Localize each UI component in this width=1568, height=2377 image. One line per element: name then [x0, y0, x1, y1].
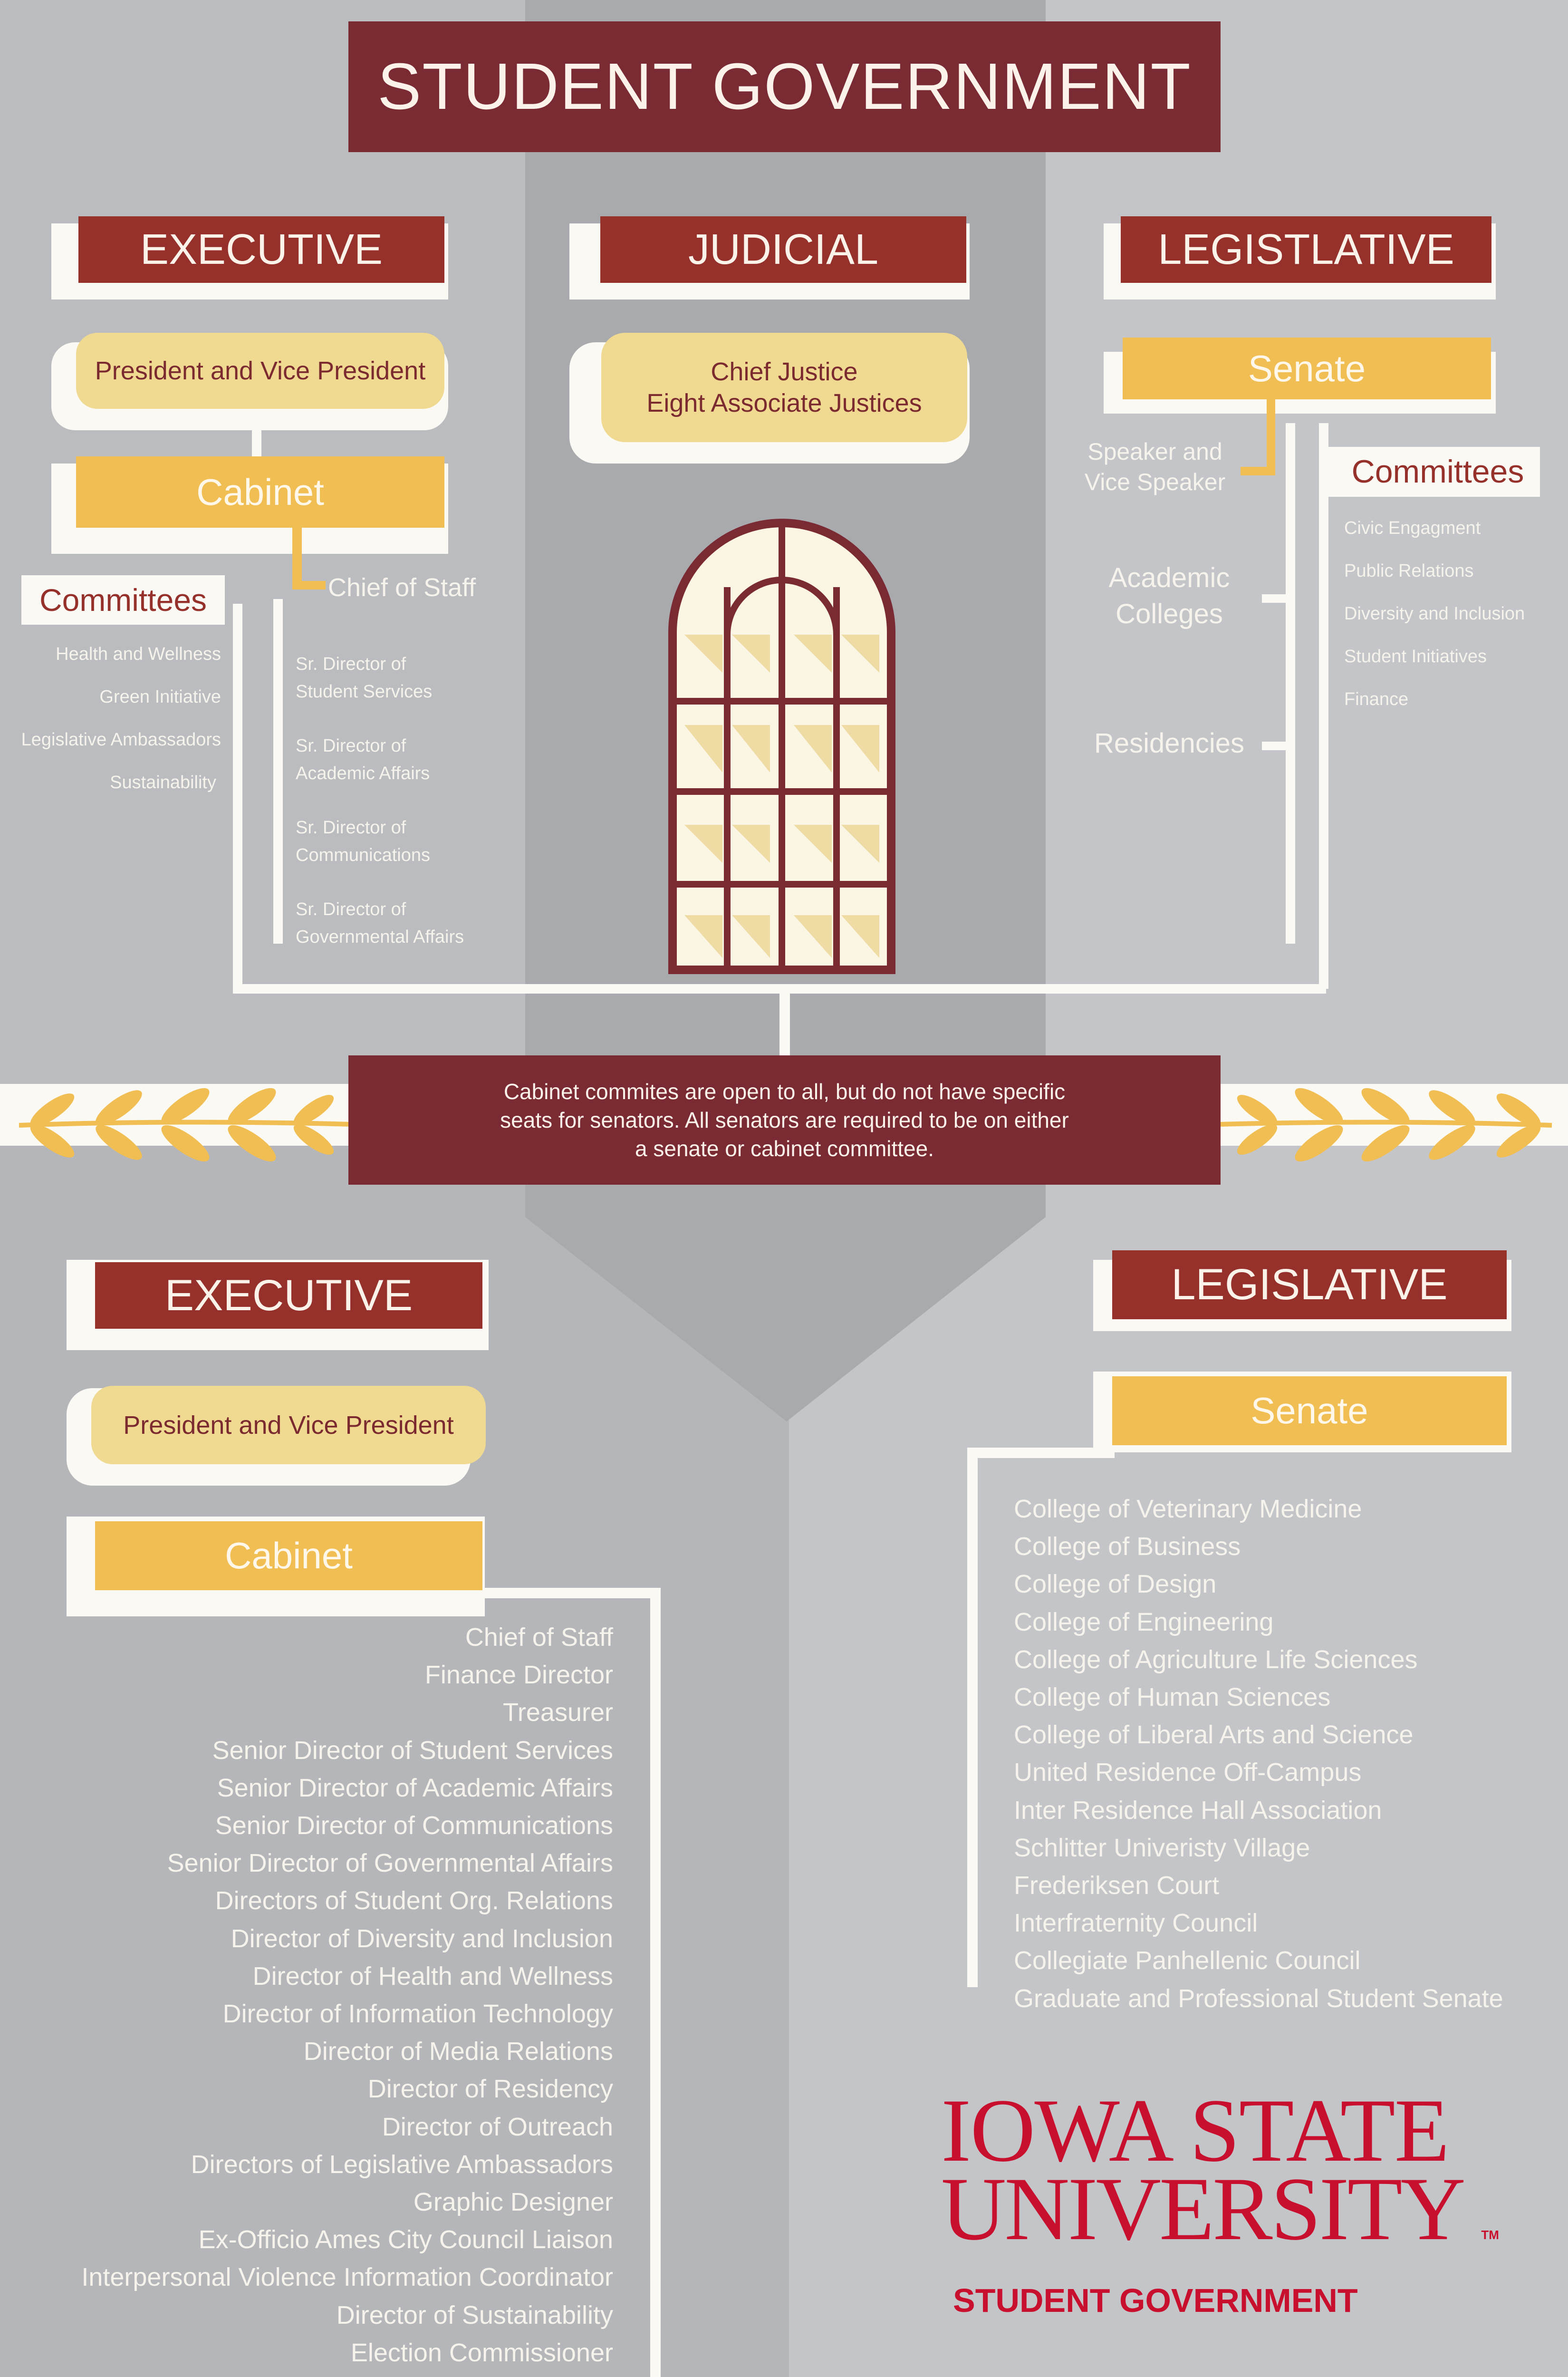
- logo-line-1: IOWA STATE: [941, 2081, 1449, 2181]
- cabinet-member: Director of Health and Wellness: [252, 1962, 613, 1990]
- connector: [233, 604, 242, 989]
- speaker-label: [1074, 436, 1236, 497]
- senate-member: College of Veterinary Medicine: [1014, 1495, 1362, 1523]
- logo-line-2-wrap: [941, 2159, 1511, 2274]
- trademark: TM: [1481, 2228, 1499, 2242]
- bracket-connector: [967, 1448, 978, 1987]
- chief-of-staff-label: Chief of Staff: [328, 573, 476, 602]
- director-item: [296, 896, 464, 951]
- director-item: [296, 732, 430, 787]
- connector: [1319, 423, 1328, 989]
- senate-member: College of Business: [1014, 1532, 1241, 1561]
- director-item: [296, 650, 432, 705]
- director-line: Sr. Director of: [296, 736, 406, 756]
- connector: [1286, 423, 1295, 944]
- top-leg-committees-title: Committees: [1351, 454, 1524, 490]
- gold-connector: [292, 528, 302, 589]
- senate-member: Inter Residence Hall Association: [1014, 1796, 1382, 1825]
- cabinet-member: Director of Residency: [367, 2075, 613, 2104]
- executive-header: EXECUTIVE: [78, 216, 444, 283]
- bottom-president-box: President and Vice President: [91, 1386, 486, 1464]
- gold-connector: [1241, 467, 1275, 475]
- committee-item: Sustainability: [110, 773, 216, 792]
- cabinet-member: [19, 2372, 613, 2377]
- bracket-connector: [967, 1448, 1115, 1458]
- committee-item: Finance: [1344, 689, 1409, 709]
- senate-members-list: [1014, 1490, 1560, 2018]
- top-president-box: President and Vice President: [76, 333, 444, 409]
- director-line: Governmental Affairs: [296, 927, 464, 947]
- speaker-line: Speaker and: [1087, 438, 1222, 465]
- cabinet-member: Election Commissioner: [350, 2338, 613, 2367]
- bracket-connector: [779, 989, 790, 1058]
- top-senate-box: Senate: [1123, 338, 1491, 399]
- connector: [252, 423, 261, 456]
- cabinet-member: Senior Director of Student Services: [212, 1736, 613, 1765]
- top-cabinet-box: Cabinet: [76, 456, 444, 528]
- committee-item: Student Initiatives: [1344, 647, 1487, 667]
- director-item: [296, 814, 430, 869]
- senate-member: College of Liberal Arts and Science: [1014, 1720, 1414, 1749]
- bracket-connector: [482, 1588, 661, 1598]
- academic-line: Colleges: [1116, 599, 1223, 629]
- cabinet-member: Graphic Designer: [413, 2188, 613, 2217]
- cabinet-member: Directors of Legislative Ambassadors: [191, 2150, 613, 2179]
- academic-colleges-label: [1069, 560, 1269, 632]
- connector: [1262, 594, 1287, 603]
- cabinet-member: Treasurer: [502, 1698, 613, 1727]
- senate-member: College of Engineering: [1014, 1607, 1274, 1636]
- director-line: Communications: [296, 845, 430, 865]
- speaker-line: Vice Speaker: [1084, 469, 1226, 495]
- logo-line-2: UNIVERSITY: [941, 2159, 1461, 2259]
- legislative-header: LEGISTLATIVE: [1121, 216, 1491, 283]
- cabinet-member: Director of Information Technology: [222, 2000, 613, 2029]
- arched-window-icon: [665, 516, 898, 975]
- cabinet-members-list: [19, 1619, 613, 2377]
- director-line: Sr. Director of: [296, 654, 406, 674]
- senate-member: College of Human Sciences: [1014, 1683, 1331, 1712]
- senate-member: Schlitter Univeristy Village: [1014, 1833, 1310, 1862]
- top-exec-committees-title: Committees: [39, 582, 207, 618]
- director-line: Sr. Director of: [296, 818, 406, 838]
- bottom-legislative-header: LEGISLATIVE: [1112, 1250, 1507, 1319]
- note-line: a senate or cabinet committee.: [635, 1136, 934, 1161]
- committee-item: Public Relations: [1344, 561, 1474, 581]
- associate-justices-label: Eight Associate Justices: [646, 389, 922, 417]
- logo-subtitle: STUDENT GOVERNMENT: [953, 2282, 1358, 2319]
- senate-member: College of Agriculture Life Sciences: [1014, 1645, 1418, 1674]
- laurel-right-icon: [1219, 1082, 1561, 1167]
- cabinet-member: Senior Director of Communications: [215, 1811, 613, 1840]
- committee-item: Diversity and Inclusion: [1344, 604, 1525, 624]
- connector: [1262, 742, 1287, 750]
- committee-note-box: [348, 1055, 1221, 1185]
- justices-box: [601, 333, 967, 442]
- residencies-label: Residencies: [1094, 728, 1244, 759]
- cabinet-member: Director of Media Relations: [303, 2037, 613, 2066]
- cabinet-member: Director of Sustainability: [336, 2300, 613, 2329]
- cabinet-member: Finance Director: [424, 1661, 613, 1690]
- senate-member: Graduate and Professional Student Senate: [1014, 1984, 1503, 2013]
- bottom-cabinet-box: Cabinet: [95, 1521, 482, 1590]
- committee-item: Health and Wellness: [56, 644, 221, 664]
- note-line: seats for senators. All senators are required to be on either: [500, 1108, 1069, 1132]
- gold-connector: [292, 581, 326, 589]
- chief-justice-label: Chief Justice: [711, 358, 858, 386]
- bracket-connector: [650, 1588, 661, 2377]
- director-line: Student Services: [296, 682, 433, 702]
- director-line: Sr. Director of: [296, 899, 406, 919]
- committee-item: Civic Engagment: [1344, 518, 1481, 538]
- judicial-header: JUDICIAL: [600, 216, 966, 283]
- cabinet-member: Senior Director of Academic Affairs: [217, 1773, 613, 1802]
- cabinet-member: Director of Diversity and Inclusion: [231, 1924, 613, 1953]
- connector: [273, 599, 283, 944]
- cabinet-member: Ex-Officio Ames City Council Liaison: [198, 2225, 613, 2254]
- senate-member: Frederiksen Court: [1014, 1871, 1220, 1900]
- cabinet-member: Interpersonal Violence Information Coordinator: [81, 2263, 613, 2292]
- cabinet-member: Chief of Staff: [465, 1623, 613, 1652]
- academic-line: Academic: [1108, 562, 1230, 593]
- committee-item: Green Initiative: [99, 687, 221, 707]
- gold-connector: [1267, 399, 1275, 475]
- director-line: Academic Affairs: [296, 763, 430, 783]
- senate-member: College of Design: [1014, 1570, 1217, 1599]
- senate-member: Collegiate Panhellenic Council: [1014, 1946, 1361, 1975]
- laurel-left-icon: [10, 1082, 352, 1167]
- senate-member: United Residence Off-Campus: [1014, 1758, 1362, 1787]
- iowa-state-logo: [941, 2081, 1511, 2322]
- senate-member: Interfraternity Council: [1014, 1909, 1258, 1938]
- cabinet-member: Director of Outreach: [382, 2112, 613, 2141]
- cabinet-member: Directors of Student Org. Relations: [215, 1886, 613, 1915]
- committee-item: Legislative Ambassadors: [21, 730, 221, 750]
- bottom-executive-header: EXECUTIVE: [95, 1262, 482, 1329]
- note-line: Cabinet commites are open to all, but do not have specific: [503, 1079, 1066, 1104]
- page-title: STUDENT GOVERNMENT: [348, 21, 1221, 152]
- bottom-senate-box: Senate: [1112, 1376, 1507, 1445]
- cabinet-member: Senior Director of Governmental Affairs: [167, 1849, 613, 1878]
